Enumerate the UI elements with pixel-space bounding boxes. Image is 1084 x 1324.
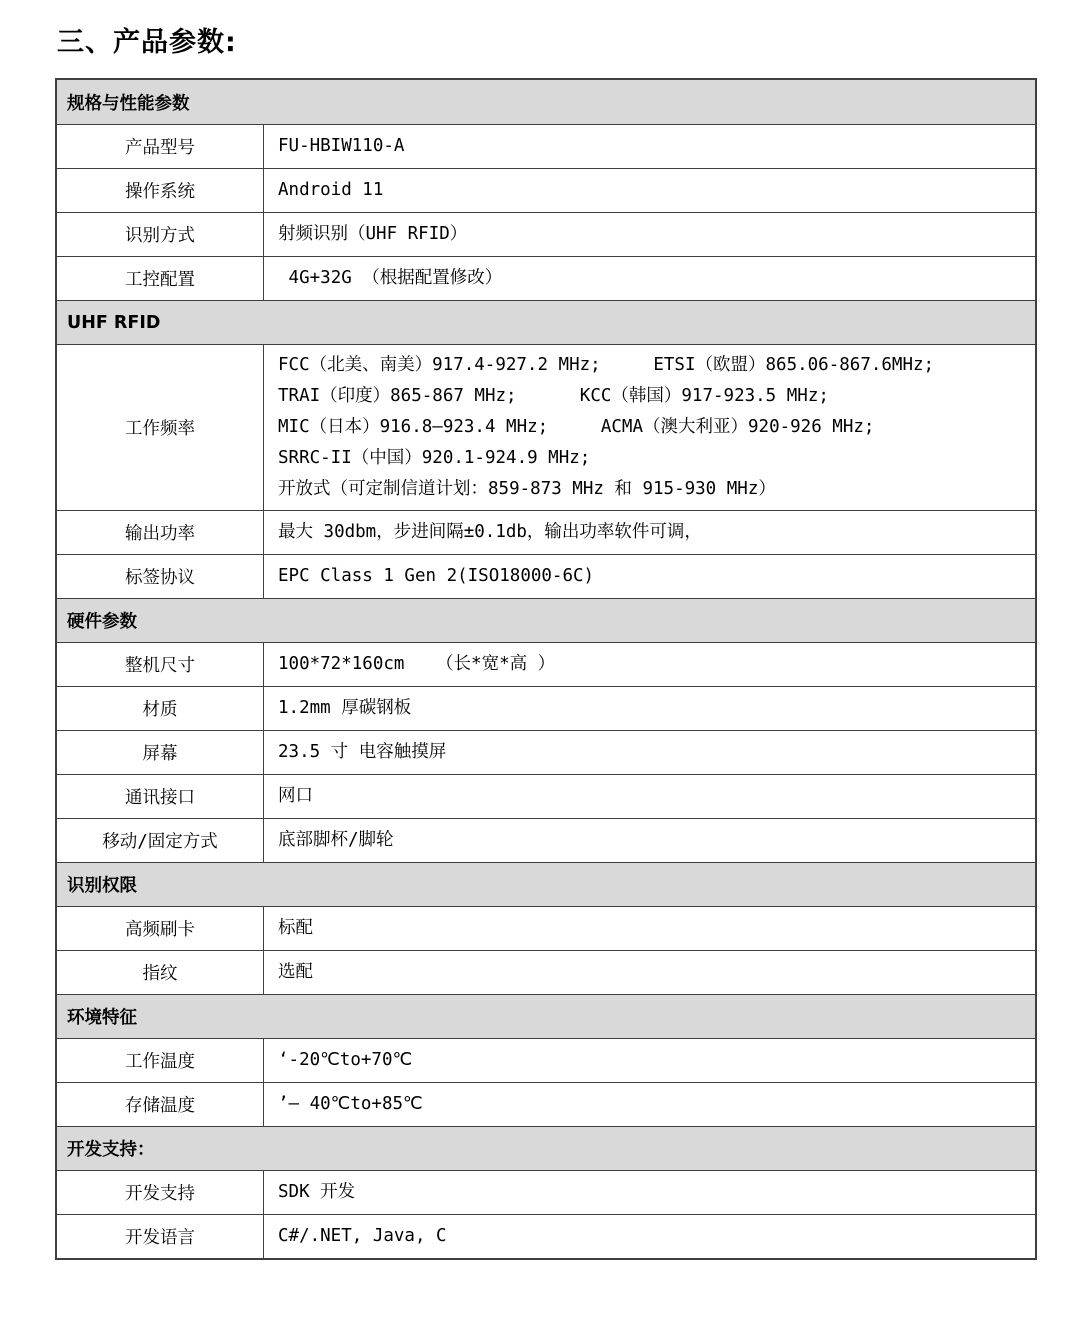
table-row (57, 256, 1035, 300)
table-row (57, 906, 1035, 950)
spec-value: 100*72*160cm （长*宽*高 ） (278, 654, 556, 675)
spec-value-line: SRRC-II（中国）920.1-924.9 MHz; (278, 448, 591, 468)
table-row (57, 1170, 1035, 1214)
spec-value: FU-HBIW110-A (278, 136, 405, 157)
section-header: 环境特征 (57, 994, 1035, 1038)
table-row (57, 642, 1035, 686)
table-row (57, 168, 1035, 212)
spec-label: 移动/固定方式 (57, 819, 264, 862)
section-header: UHF RFID (57, 300, 1035, 344)
spec-value: 选配 (278, 962, 313, 983)
table-row (57, 1082, 1035, 1126)
table-row (57, 1038, 1035, 1082)
spec-value: 4G+32G （根据配置修改） (278, 268, 503, 289)
spec-value-line: 开放式（可定制信道计划：859-873 MHz 和 915-930 MHz） (278, 479, 776, 499)
spec-value: 标配 (278, 918, 313, 939)
spec-value: 网口 (278, 786, 313, 807)
spec-label: 工作频率 (57, 345, 264, 510)
spec-label: 标签协议 (57, 555, 264, 598)
spec-value: Android 11 (278, 180, 384, 201)
spec-value-line: MIC（日本）916.8–923.4 MHz; ACMA（澳大利亚）920-926 MHz; (278, 417, 875, 437)
spec-table (55, 78, 1037, 1260)
spec-value-line: TRAI（印度）865-867 MHz; KCC（韩国）917-923.5 MHz; (278, 386, 829, 406)
spec-label: 输出功率 (57, 511, 264, 554)
spec-value: 1.2mm 厚碳钢板 (278, 698, 412, 719)
table-row (57, 950, 1035, 994)
spec-value: SDK 开发 (278, 1182, 356, 1203)
section-header: 硬件参数 (57, 598, 1035, 642)
spec-value: 23.5 寸 电容触摸屏 (278, 742, 447, 763)
spec-label: 工控配置 (57, 257, 264, 300)
table-row (57, 510, 1035, 554)
table-row (57, 212, 1035, 256)
spec-label: 工作温度 (57, 1039, 264, 1082)
table-row (57, 554, 1035, 598)
spec-value: EPC Class 1 Gen 2(ISO18000-6C) (278, 566, 595, 587)
table-row (57, 124, 1035, 168)
table-row (57, 774, 1035, 818)
spec-label: 材质 (57, 687, 264, 730)
spec-label: 指纹 (57, 951, 264, 994)
spec-label: 操作系统 (57, 169, 264, 212)
section-header: 规格与性能参数 (57, 80, 1035, 124)
spec-value: 最大 30dbm，步进间隔±0.1db，输出功率软件可调， (278, 522, 702, 543)
spec-label: 存储温度 (57, 1083, 264, 1126)
spec-value: 底部脚杯/脚轮 (278, 830, 394, 851)
section-header: 开发支持： (57, 1126, 1035, 1170)
spec-label: 产品型号 (57, 125, 264, 168)
spec-label: 通讯接口 (57, 775, 264, 818)
table-row (57, 730, 1035, 774)
spec-value (264, 345, 1035, 510)
table-row (57, 818, 1035, 862)
spec-value-line: FCC（北美、南美）917.4-927.2 MHz; ETSI（欧盟）865.06-867.6MHz; (278, 355, 935, 375)
page-title: 三、产品参数: (57, 27, 237, 58)
table-row (57, 344, 1035, 510)
table-row (57, 1214, 1035, 1258)
spec-value: ‘-20℃to+70℃ (278, 1050, 413, 1071)
spec-label: 高频刷卡 (57, 907, 264, 950)
section-header: 识别权限 (57, 862, 1035, 906)
spec-label: 屏幕 (57, 731, 264, 774)
spec-label: 识别方式 (57, 213, 264, 256)
spec-value: C#/.NET, Java, C (278, 1226, 447, 1247)
spec-label: 开发支持 (57, 1171, 264, 1214)
spec-label: 整机尺寸 (57, 643, 264, 686)
spec-value: ’– 40℃to+85℃ (278, 1094, 423, 1115)
table-row (57, 686, 1035, 730)
spec-label: 开发语言 (57, 1215, 264, 1258)
spec-value: 射频识别（UHF RFID） (278, 224, 468, 245)
